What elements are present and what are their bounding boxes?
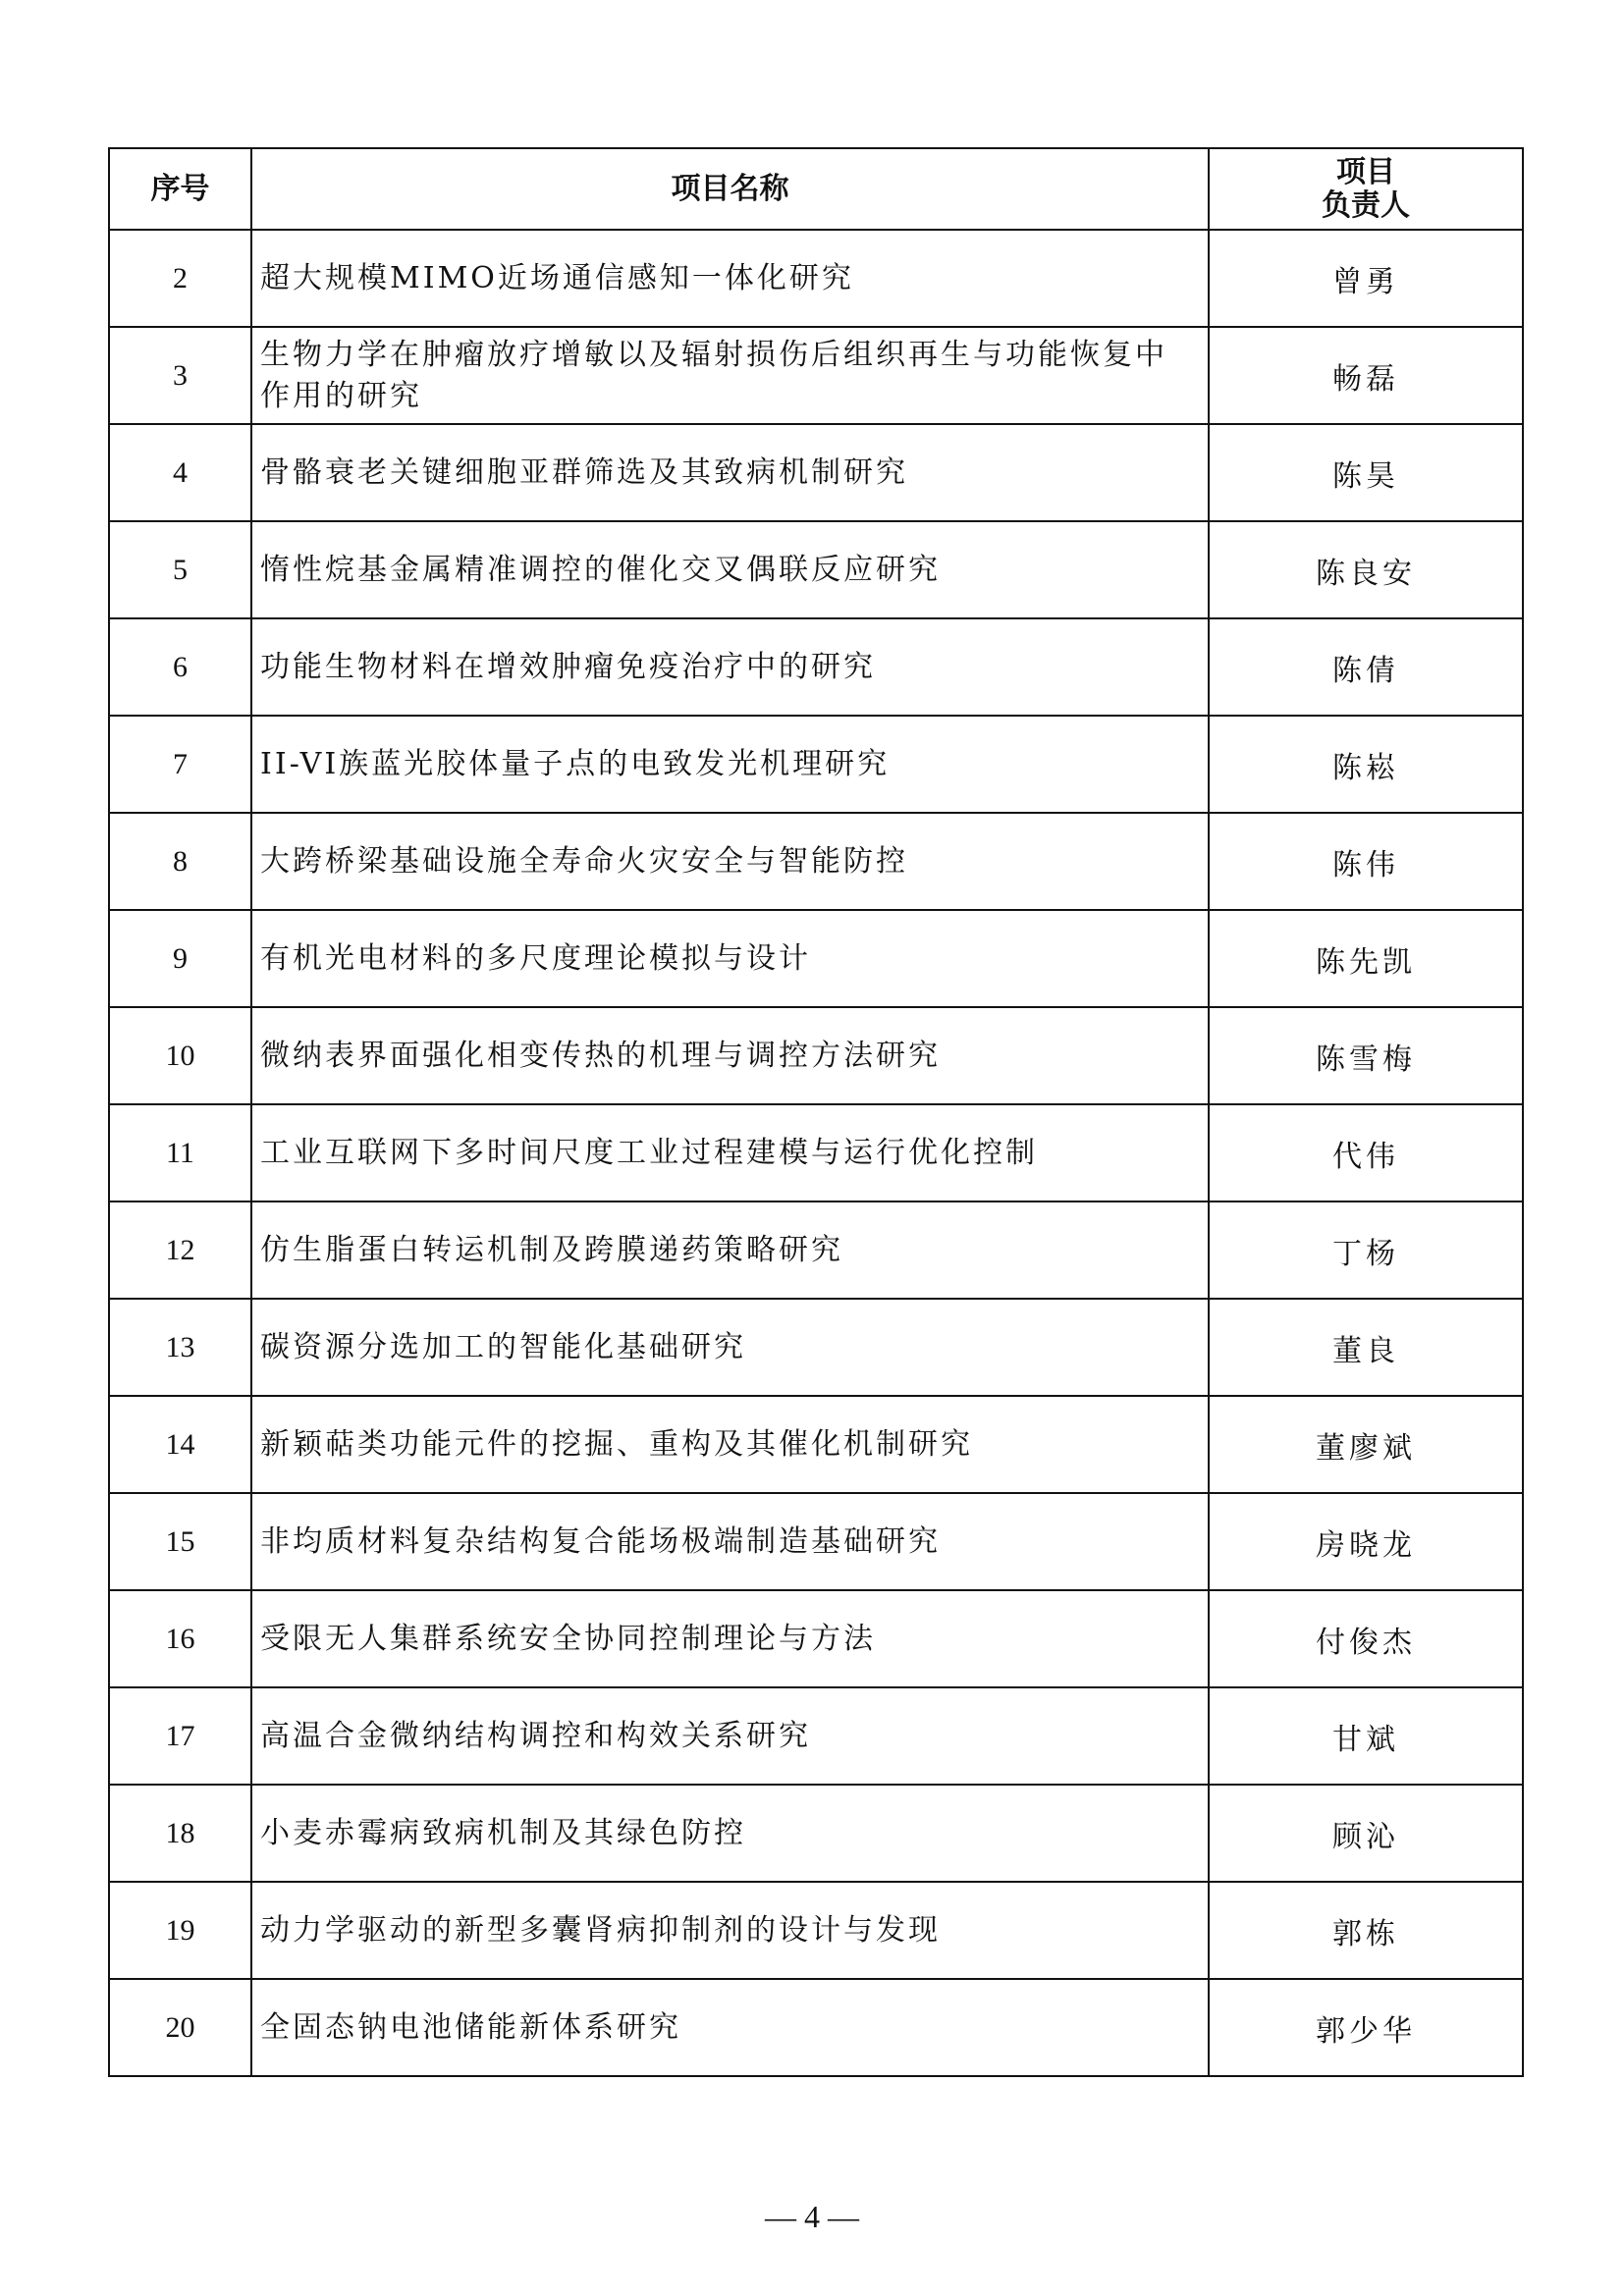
row-project-name: 惰性烷基金属精准调控的催化交叉偶联反应研究 (251, 521, 1209, 618)
row-leader: 陈伟 (1209, 813, 1523, 910)
row-leader: 付俊杰 (1209, 1590, 1523, 1687)
row-number: 7 (109, 716, 251, 813)
row-leader: 陈雪梅 (1209, 1007, 1523, 1104)
table-row (109, 910, 1523, 1007)
row-number: 17 (109, 1687, 251, 1785)
table-row (109, 1979, 1523, 2076)
row-project-name: 生物力学在肿瘤放疗增敏以及辐射损伤后组织再生与功能恢复中作用的研究 (251, 327, 1209, 424)
row-leader: 董廖斌 (1209, 1396, 1523, 1493)
row-project-name: 超大规模MIMO近场通信感知一体化研究 (251, 230, 1209, 327)
row-project-name: 功能生物材料在增效肿瘤免疫治疗中的研究 (251, 618, 1209, 716)
row-leader: 陈昊 (1209, 424, 1523, 521)
row-project-name: II-VI族蓝光胶体量子点的电致发光机理研究 (251, 716, 1209, 813)
row-project-name: 骨骼衰老关键细胞亚群筛选及其致病机制研究 (251, 424, 1209, 521)
row-number: 2 (109, 230, 251, 327)
row-number: 14 (109, 1396, 251, 1493)
header-number: 序号 (109, 148, 251, 230)
row-number: 15 (109, 1493, 251, 1590)
row-leader: 陈良安 (1209, 521, 1523, 618)
row-number: 8 (109, 813, 251, 910)
table-row (109, 1201, 1523, 1299)
row-project-name: 工业互联网下多时间尺度工业过程建模与运行优化控制 (251, 1104, 1209, 1201)
row-project-name: 微纳表界面强化相变传热的机理与调控方法研究 (251, 1007, 1209, 1104)
row-leader: 曾勇 (1209, 230, 1523, 327)
row-project-name: 仿生脂蛋白转运机制及跨膜递药策略研究 (251, 1201, 1209, 1299)
row-number: 10 (109, 1007, 251, 1104)
row-number: 11 (109, 1104, 251, 1201)
table-row (109, 1299, 1523, 1396)
row-number: 5 (109, 521, 251, 618)
table-row (109, 1007, 1523, 1104)
row-leader: 顾沁 (1209, 1785, 1523, 1882)
row-project-name: 有机光电材料的多尺度理论模拟与设计 (251, 910, 1209, 1007)
row-leader: 陈崧 (1209, 716, 1523, 813)
row-leader: 陈倩 (1209, 618, 1523, 716)
row-number: 19 (109, 1882, 251, 1979)
row-number: 12 (109, 1201, 251, 1299)
row-project-name: 非均质材料复杂结构复合能场极端制造基础研究 (251, 1493, 1209, 1590)
row-number: 20 (109, 1979, 251, 2076)
table-header-row (109, 148, 1523, 230)
row-leader: 畅磊 (1209, 327, 1523, 424)
row-number: 16 (109, 1590, 251, 1687)
header-leader-line1: 项目 (1336, 154, 1395, 189)
table-row (109, 1493, 1523, 1590)
row-project-name: 高温合金微纳结构调控和构效关系研究 (251, 1687, 1209, 1785)
header-project-name: 项目名称 (251, 148, 1209, 230)
row-project-name: 小麦赤霉病致病机制及其绿色防控 (251, 1785, 1209, 1882)
table-row (109, 1882, 1523, 1979)
table-row (109, 1590, 1523, 1687)
row-project-name: 大跨桥梁基础设施全寿命火灾安全与智能防控 (251, 813, 1209, 910)
row-leader: 丁杨 (1209, 1201, 1523, 1299)
table-row (109, 521, 1523, 618)
row-number: 18 (109, 1785, 251, 1882)
header-leader-line2: 负责人 (1322, 187, 1410, 223)
table-row (109, 716, 1523, 813)
header-leader (1209, 148, 1523, 230)
row-leader: 郭栋 (1209, 1882, 1523, 1979)
page-number: — 4 — (765, 2199, 859, 2234)
row-number: 3 (109, 327, 251, 424)
row-project-name: 碳资源分选加工的智能化基础研究 (251, 1299, 1209, 1396)
row-number: 4 (109, 424, 251, 521)
row-leader: 董良 (1209, 1299, 1523, 1396)
table-row (109, 424, 1523, 521)
row-leader: 甘斌 (1209, 1687, 1523, 1785)
row-leader: 陈先凯 (1209, 910, 1523, 1007)
table-row (109, 1785, 1523, 1882)
row-number: 9 (109, 910, 251, 1007)
row-project-name: 受限无人集群系统安全协同控制理论与方法 (251, 1590, 1209, 1687)
row-number: 6 (109, 618, 251, 716)
table-row (109, 618, 1523, 716)
row-number: 13 (109, 1299, 251, 1396)
table-row (109, 813, 1523, 910)
project-table-container (108, 147, 1522, 2077)
project-table (108, 147, 1524, 2077)
row-project-name: 新颖萜类功能元件的挖掘、重构及其催化机制研究 (251, 1396, 1209, 1493)
row-project-name: 动力学驱动的新型多囊肾病抑制剂的设计与发现 (251, 1882, 1209, 1979)
table-row (109, 327, 1523, 424)
row-leader: 代伟 (1209, 1104, 1523, 1201)
table-row (109, 1687, 1523, 1785)
table-row (109, 1104, 1523, 1201)
table-row (109, 230, 1523, 327)
row-leader: 房晓龙 (1209, 1493, 1523, 1590)
row-project-name: 全固态钠电池储能新体系研究 (251, 1979, 1209, 2076)
row-leader: 郭少华 (1209, 1979, 1523, 2076)
table-row (109, 1396, 1523, 1493)
